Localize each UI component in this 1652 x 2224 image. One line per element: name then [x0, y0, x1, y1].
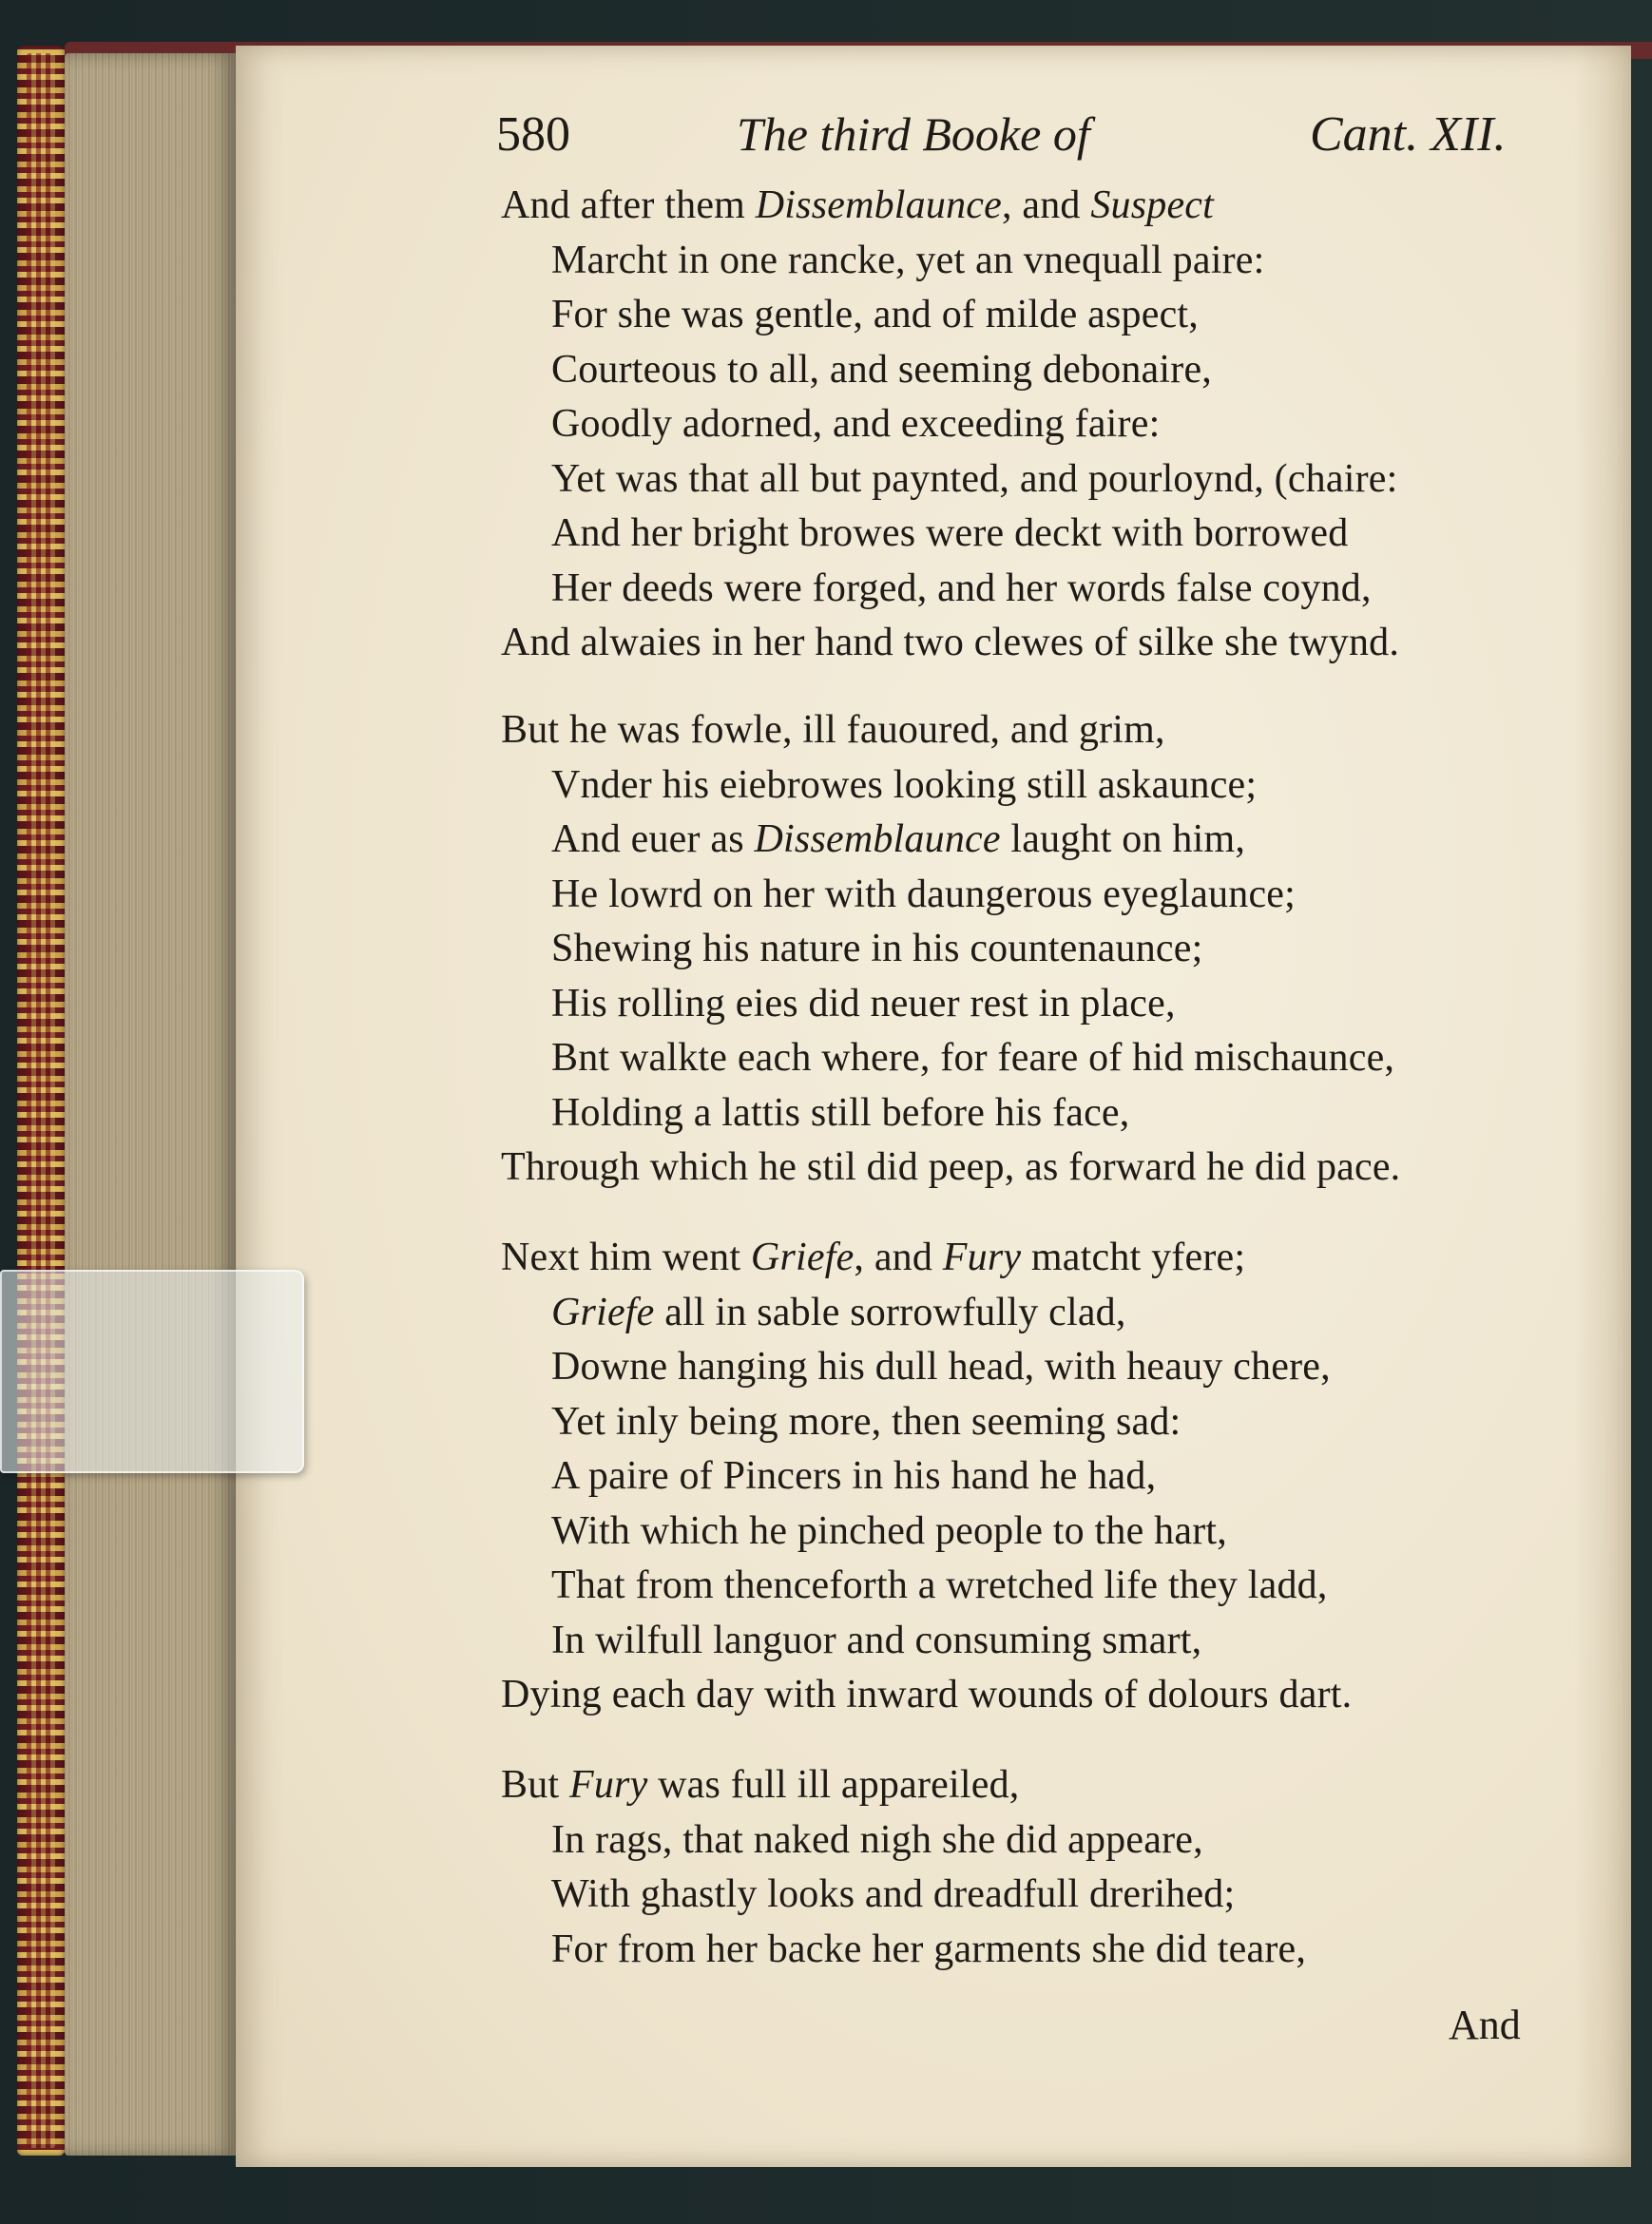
- verse-text: Her deeds were forged, and her words false coynd,: [551, 566, 1372, 610]
- verse-line: [551, 564, 1372, 613]
- verse-text: Vnder his eiebrowes looking still askaunce;: [551, 762, 1258, 807]
- italic-name: Dissemblaunce: [755, 183, 1002, 227]
- italic-name: Griefe: [750, 1236, 855, 1279]
- verse-text: In wilfull languor and consuming smart,: [551, 1618, 1202, 1662]
- verse-line: [551, 1506, 1227, 1556]
- verse-line: [551, 454, 1397, 504]
- verse-line: [551, 924, 1202, 973]
- verse-text: And her bright browes were deckt with borrowed: [551, 511, 1349, 555]
- verse-text: was full ill appareiled,: [647, 1763, 1020, 1807]
- verse-line: [501, 618, 1399, 667]
- verse-text: And after them: [501, 183, 756, 227]
- verse-text: Marcht in one rancke, yet an vnequall paire:: [551, 238, 1265, 282]
- verse-line: [551, 1088, 1129, 1138]
- italic-name: Griefe: [551, 1290, 655, 1334]
- verse-line: [551, 399, 1160, 449]
- verse-text: , and: [1001, 183, 1091, 227]
- verse-line: [551, 1033, 1394, 1083]
- verse-text: Yet was that all but paynted, and pourloynd,: [551, 456, 1275, 501]
- page-header: [0, 106, 1652, 163]
- verse-text: Yet inly being more, then seeming sad:: [551, 1399, 1181, 1444]
- verse-line: [551, 1925, 1306, 1974]
- verse-line: [551, 345, 1212, 394]
- verse-line: [501, 1233, 1245, 1282]
- running-title: The third Booke of: [737, 107, 1090, 161]
- verse-text: Courteous to all, and seeming debonaire,: [551, 347, 1212, 392]
- italic-name: Dissemblaunce: [754, 817, 1001, 861]
- verse-line: [501, 181, 1214, 230]
- verse-line: [551, 870, 1296, 919]
- verse-text: Holding a lattis still before his face,: [551, 1090, 1130, 1135]
- verse-line: [551, 815, 1245, 864]
- verse-line: [551, 290, 1199, 339]
- verse-line: [501, 705, 1165, 755]
- verse-line: [551, 1616, 1201, 1665]
- verse-text: But: [501, 1763, 569, 1807]
- verse-text: Shewing his nature in his countenaunce;: [551, 927, 1203, 970]
- verse-text: For she was gentle, and of milde aspect,: [551, 293, 1199, 336]
- verse-text: Through which he stil did peep, as forward he did pace.: [501, 1145, 1401, 1189]
- verse-line: [551, 236, 1265, 285]
- verse-line: [551, 1397, 1181, 1447]
- verse-line: [551, 1815, 1203, 1865]
- verse-text: Next him went: [501, 1236, 751, 1279]
- verse-line: [551, 1561, 1328, 1610]
- verse-line: [501, 1670, 1352, 1719]
- verse-text: But he was fowle, ill fauoured, and grim,: [501, 708, 1165, 752]
- verse-text: (chaire:: [1274, 456, 1398, 501]
- catchword: And: [1449, 2002, 1521, 2048]
- decorative-binding: [17, 46, 65, 2156]
- verse-text: In rags, that naked nigh she did appeare,: [551, 1817, 1203, 1862]
- verse-line: [551, 1288, 1126, 1337]
- verse-text: He lowrd on her with daungerous eyeglaunce;: [551, 872, 1297, 916]
- verse-text: laught on him,: [1000, 817, 1246, 861]
- verse-line: [551, 1869, 1235, 1919]
- verse-text: That from thenceforth a wretched life they ladd,: [551, 1563, 1328, 1607]
- verse-text: Goodly adorned, and exceeding faire:: [551, 402, 1161, 446]
- verse-text: Downe hanging his dull head, with heauy chere,: [551, 1345, 1331, 1389]
- page-number: 580: [496, 107, 570, 162]
- verse-line: [551, 508, 1348, 558]
- verse-text: all in sable sorrowfully clad,: [654, 1290, 1126, 1334]
- verse-line: [501, 1142, 1400, 1192]
- italic-name: Suspect: [1090, 183, 1215, 227]
- italic-name: Fury: [942, 1236, 1022, 1279]
- page-fore-edge: [65, 53, 236, 2156]
- verse-text: Dying each day with inward wounds of dolours dart.: [501, 1673, 1353, 1716]
- verse-text: matcht yfere;: [1021, 1236, 1246, 1279]
- verse-text: For from her backe her garments she did teare,: [551, 1927, 1307, 1971]
- verse-line: [551, 1451, 1156, 1501]
- verse-text: And euer as: [551, 817, 755, 861]
- canto-number: Cant. XII.: [1310, 107, 1507, 162]
- verse-text: With ghastly looks and dreadfull drerihed;: [551, 1872, 1236, 1916]
- verse-text: , and: [854, 1236, 943, 1279]
- verse-text: And alwaies in her hand two clewes of silke she twynd.: [501, 621, 1400, 664]
- verse-line: [551, 1342, 1331, 1391]
- italic-name: Fury: [568, 1763, 648, 1807]
- transparent-page-clip: [0, 1270, 304, 1473]
- verse-line: [551, 760, 1257, 810]
- verse-line: [551, 979, 1176, 1028]
- verse-text: A paire of Pincers in his hand he had,: [551, 1454, 1157, 1498]
- verse-text: With which he pinched people to the hart,: [551, 1508, 1227, 1553]
- verse-text: Bnt walkte each where, for feare of hid mischaunce,: [551, 1036, 1395, 1080]
- verse-line: [501, 1760, 1019, 1810]
- verse-text: His rolling eies did neuer rest in place,: [551, 981, 1176, 1026]
